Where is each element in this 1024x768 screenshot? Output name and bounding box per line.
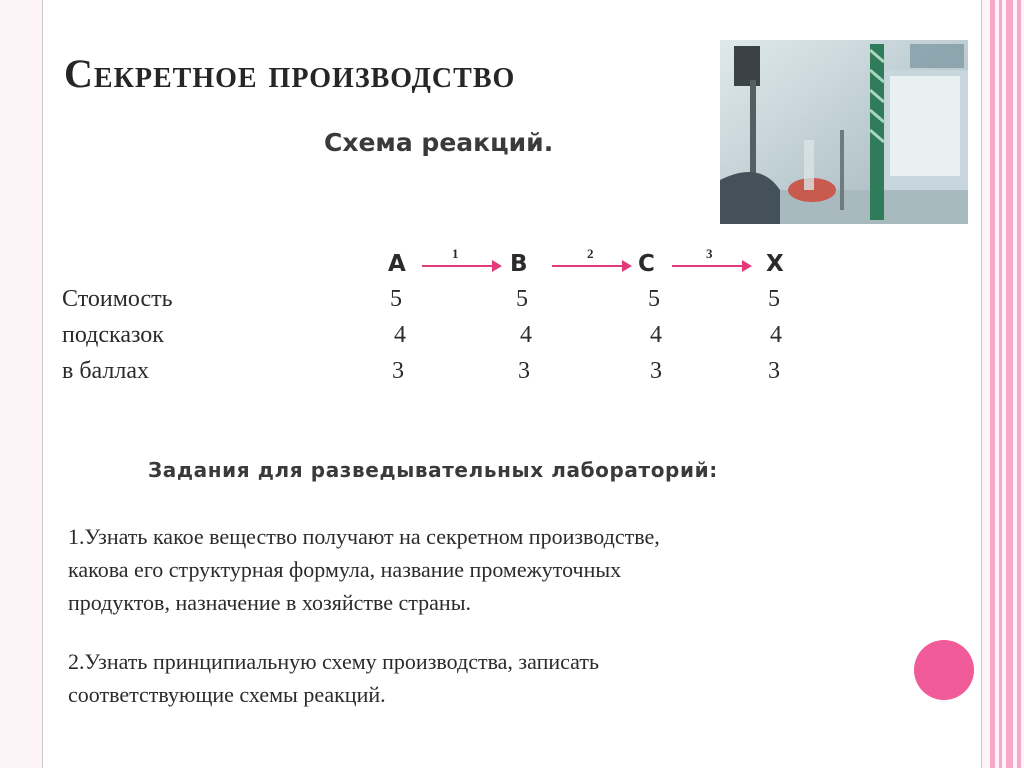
- reaction-arrow-1: [422, 265, 500, 267]
- reaction-arrow-3: [672, 265, 750, 267]
- species-c: C: [638, 251, 655, 277]
- reaction-arrow-2: [552, 265, 630, 267]
- cost-value: 4: [394, 322, 406, 348]
- cost-value: 4: [770, 322, 782, 348]
- cost-value: 3: [518, 358, 530, 384]
- cost-value: 5: [768, 286, 780, 312]
- row-label-cost: Стоимость: [62, 286, 173, 312]
- step-label-1: 1: [452, 246, 459, 261]
- cost-value: 3: [650, 358, 662, 384]
- slide-title: Секретное производство: [64, 51, 516, 96]
- step-label-3: 3: [706, 246, 713, 261]
- step-label-2: 2: [587, 246, 594, 261]
- cost-value: 3: [768, 358, 780, 384]
- decorative-circle: [914, 640, 974, 700]
- task-line: 2.Узнать принципиальную схему производства, записать: [68, 649, 600, 674]
- cost-value: 5: [516, 286, 528, 312]
- slide-subtitle: Схема реакций.: [324, 128, 554, 157]
- row-label-points: в баллах: [62, 358, 150, 384]
- cost-value: 5: [390, 286, 402, 312]
- species-b: B: [510, 251, 528, 277]
- cost-value: 4: [650, 322, 662, 348]
- cost-value: 5: [648, 286, 660, 312]
- row-label-hints: подсказок: [62, 322, 164, 348]
- task-item-2: [68, 645, 868, 711]
- task-line: 1.Узнать какое вещество получают на секретном производстве,: [68, 524, 660, 549]
- species-x: X: [766, 251, 784, 277]
- task-item-1: [68, 520, 868, 619]
- task-line: продуктов, назначение в хозяйстве страны.: [68, 590, 471, 615]
- task-line: какова его структурная формула, название промежуточных: [68, 557, 622, 582]
- species-a: A: [388, 251, 406, 277]
- cost-value: 3: [392, 358, 404, 384]
- tasks-heading: Задания для разведывательных лабораторий:: [148, 458, 718, 482]
- task-line: соответствующие схемы реакций.: [68, 682, 386, 707]
- cost-value: 4: [520, 322, 532, 348]
